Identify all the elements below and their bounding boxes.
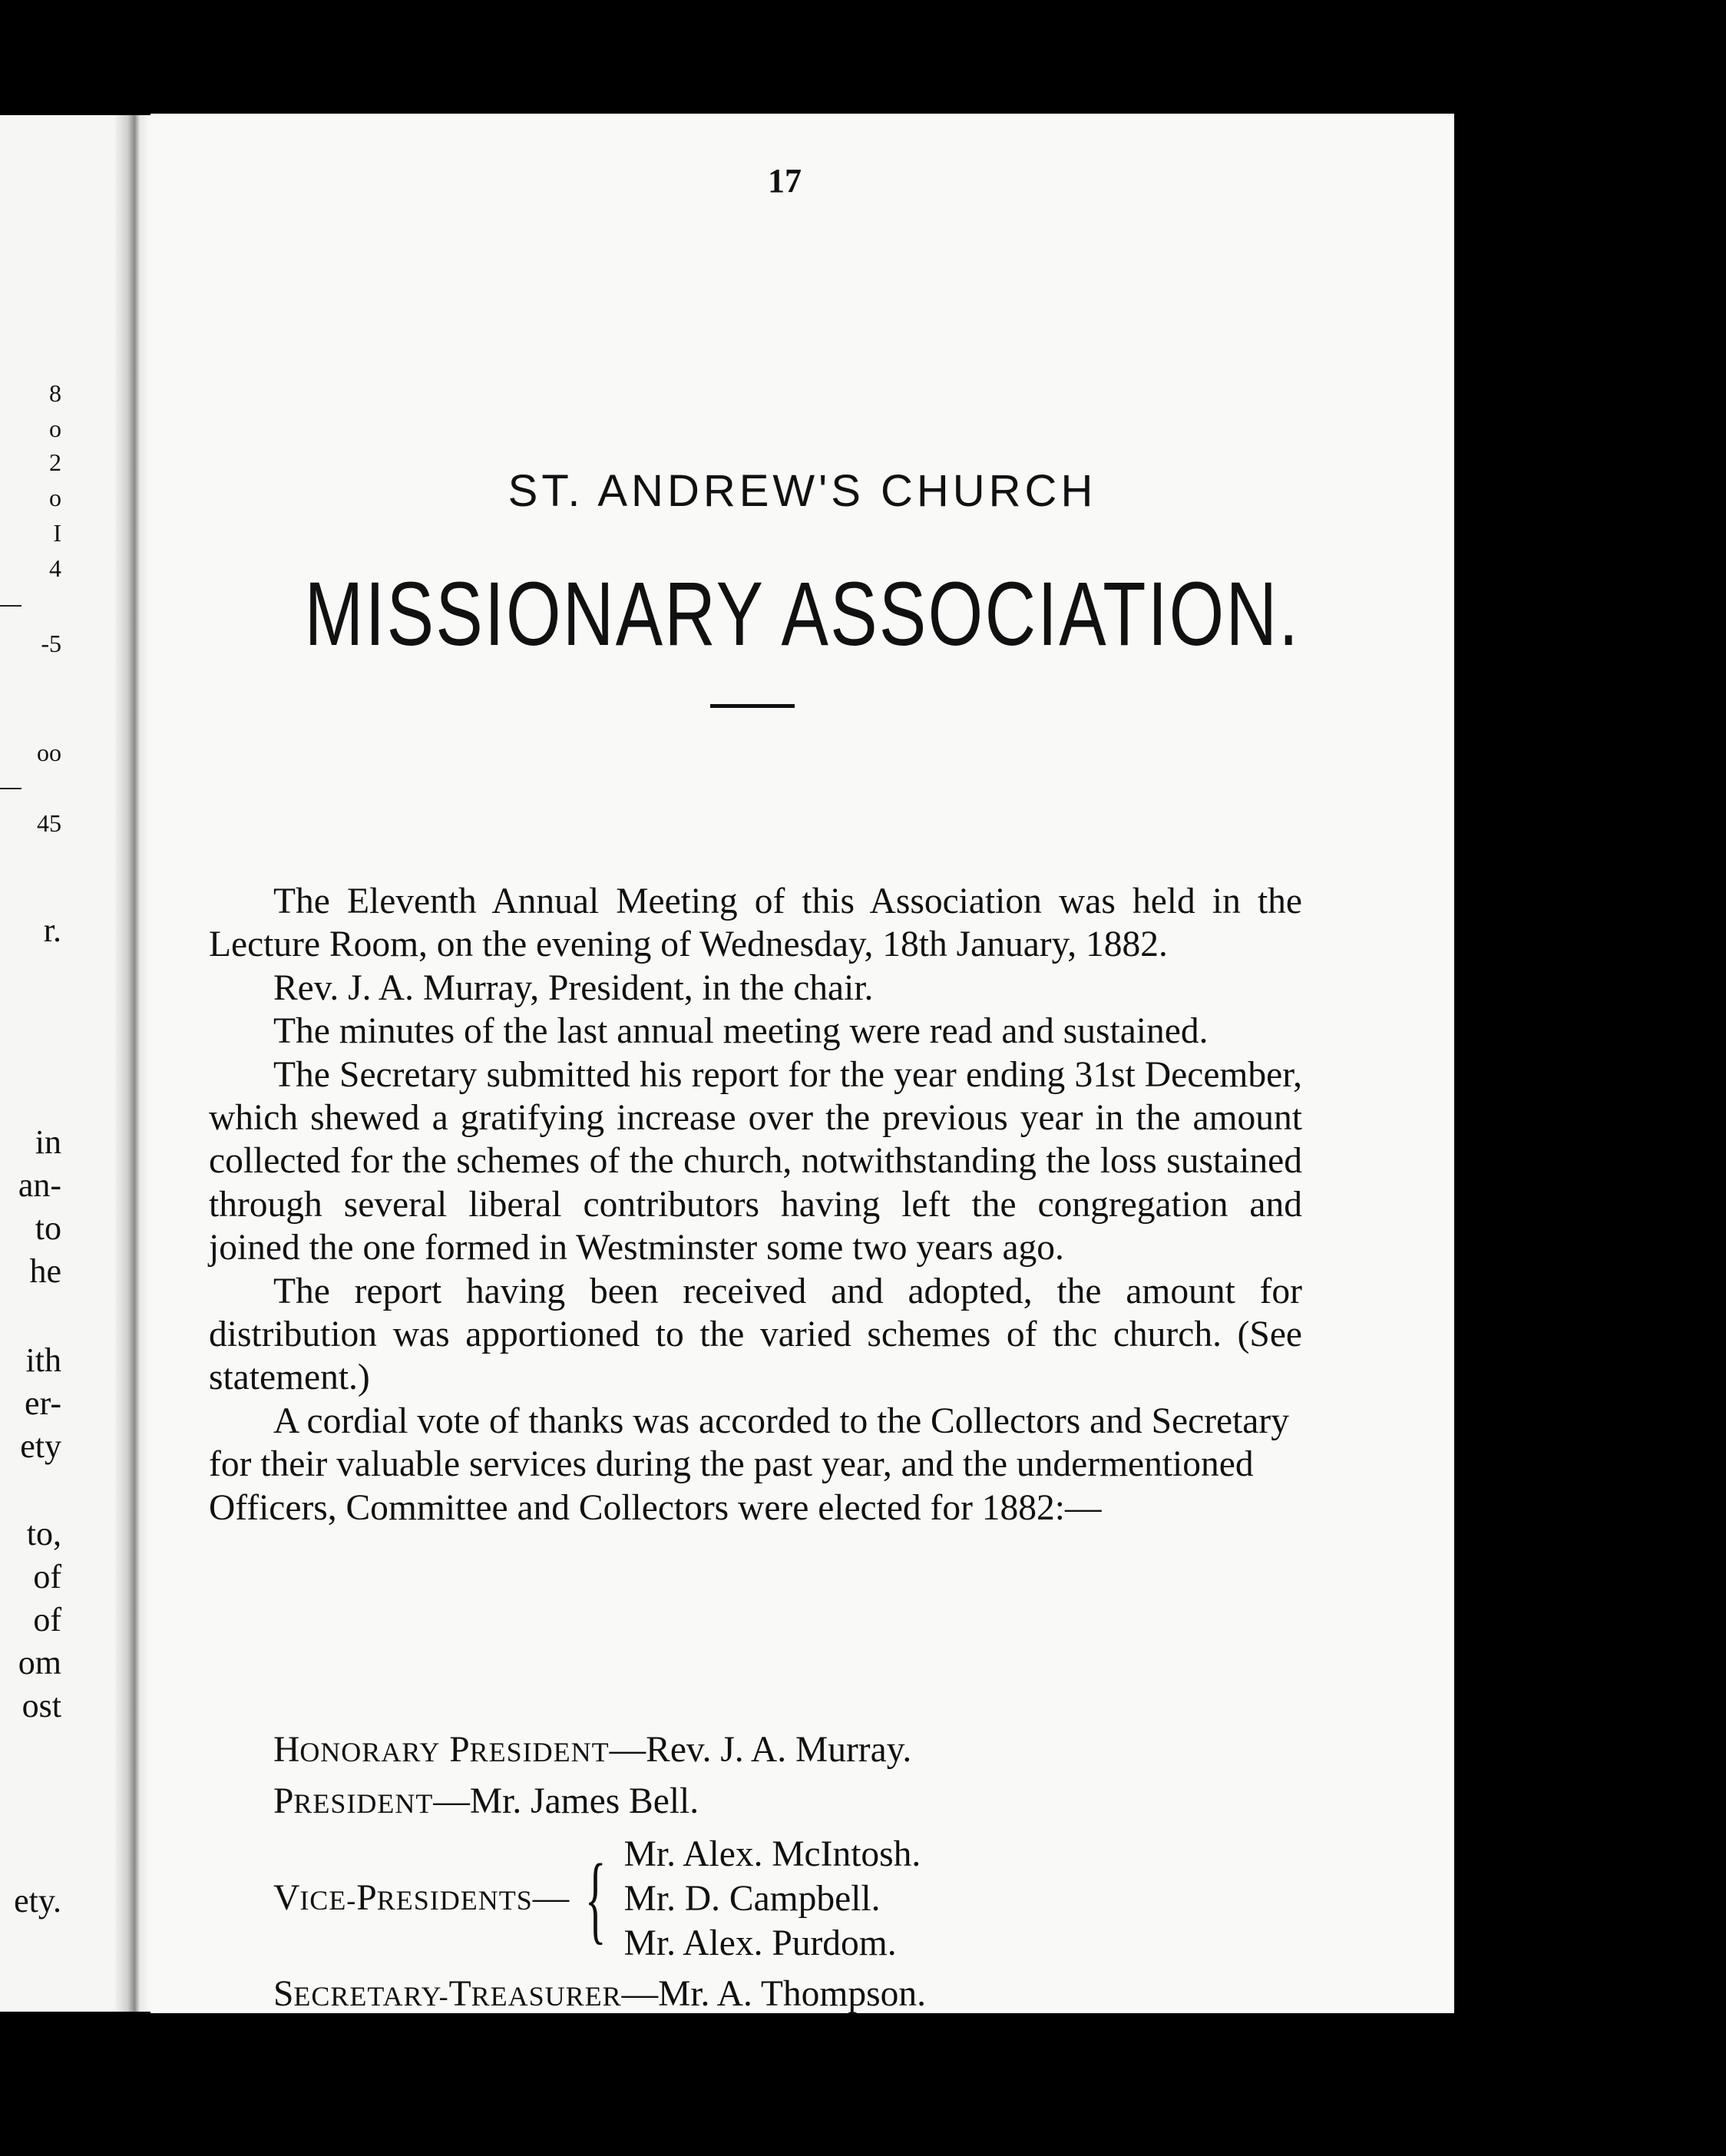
left-fragment: to (35, 1209, 61, 1247)
paragraph: The report having been received and adopted, the amount for distribution was apportioned to the varied schemes of thc church. (See statement.) (209, 1271, 1302, 1398)
office-label: V (273, 1877, 300, 1918)
paragraph: Rev. J. A. Murray, President, in the chair. (273, 967, 874, 1008)
left-rule (0, 788, 21, 789)
paragraph: The minutes of the last annual meeting were read and sustained. (273, 1011, 1209, 1052)
office-label: H (273, 1730, 300, 1770)
paragraph: The Secretary submitted his report for the year ending 31st December, which shewed a gratifying increase over the previous year in the amount collected for the schemes of the church, notwithstanding the loss sustained through several liberal contributors having left the congregation and joined the one formed in Westminster some two years ago. (209, 1054, 1302, 1268)
paragraph: A cordial vote of thanks was accorded to the Collectors and Secretary for their valuable services during the past year, and the undermentioned Officers, Committee and Collectors were elected for 1882:— (209, 1400, 1289, 1528)
left-fragment: ost (21, 1687, 61, 1724)
brace: { (585, 1844, 607, 1953)
left-fragment: ety (20, 1427, 61, 1465)
left-fragment: I (53, 519, 61, 547)
office-label: P (273, 1781, 294, 1821)
left-fragment: oo (37, 739, 61, 766)
honorary-president-line (273, 1728, 1302, 1774)
document-page (150, 114, 1454, 2013)
left-fragment: in (35, 1123, 61, 1161)
minutes-body (209, 880, 1302, 1529)
left-fragment: 2 (49, 448, 61, 476)
office-label: T (448, 1974, 471, 2014)
left-fragment: o (49, 484, 61, 511)
office-label: RESIDENT (293, 1788, 434, 1819)
left-fragment: ith (25, 1341, 61, 1379)
officer-name: Rev. J. A. Murray. (646, 1730, 912, 1770)
office-label: RESIDENTS (376, 1884, 533, 1916)
office-label: ONORARY (299, 1737, 441, 1767)
vice-presidents-block (273, 1832, 1302, 1966)
book-spine (115, 115, 150, 2012)
left-fragment: -5 (41, 630, 61, 657)
office-label: ECRETARY- (293, 1981, 449, 2012)
office-label: P (449, 1730, 470, 1770)
association-title: MISSIONARY ASSOCIATION. (304, 564, 1301, 665)
office-label: REASURER (471, 1981, 622, 2012)
church-heading: ST. ANDREW'S CHURCH (508, 466, 1097, 516)
office-label: RESIDENT (469, 1737, 610, 1767)
dash: — (433, 1781, 470, 1821)
title-divider (710, 704, 795, 708)
left-fragment: an- (18, 1166, 61, 1204)
dash: — (621, 1974, 659, 2014)
officer-name: Mr. Alex. Purdom. (623, 1923, 897, 1963)
page-number: 17 (768, 162, 802, 200)
vice-presidents-label (273, 1876, 569, 1923)
left-fragment: he (29, 1252, 61, 1290)
office-label: S (273, 1974, 294, 2014)
left-fragment: of (33, 1601, 61, 1638)
left-fragment: 45 (37, 809, 61, 837)
officer-name: Mr. D. Campbell. (623, 1879, 881, 1919)
left-fragment: er- (25, 1384, 61, 1422)
paragraph: The Eleventh Annual Meeting of this Association was held in the Lecture Room, on the evening of Wednesday, 18th January, 1882. (209, 881, 1302, 965)
office-label: P (356, 1877, 377, 1918)
vice-president-names (624, 1832, 921, 1966)
officer-name: Mr. James Bell. (469, 1781, 699, 1821)
officers-list (273, 1728, 1302, 2019)
dash: — (532, 1877, 570, 1918)
left-fragment: to, (26, 1515, 61, 1553)
left-fragment: ety. (14, 1882, 61, 1920)
officer-name: Mr. A. Thompson. (658, 1974, 926, 2014)
officer-name: Mr. Alex. McIntosh. (623, 1834, 921, 1874)
secretary-treasurer-line (273, 1972, 1302, 2019)
left-rule (0, 605, 21, 607)
left-fragment: 4 (49, 554, 61, 582)
left-fragment: om (18, 1644, 61, 1681)
office-label: ICE- (299, 1884, 357, 1916)
left-fragment: r. (43, 911, 61, 949)
president-line (273, 1779, 1302, 1826)
dash: — (609, 1730, 646, 1770)
left-fragment: 8 (49, 379, 61, 407)
left-fragment: o (49, 415, 61, 442)
left-fragment: of (33, 1558, 61, 1596)
